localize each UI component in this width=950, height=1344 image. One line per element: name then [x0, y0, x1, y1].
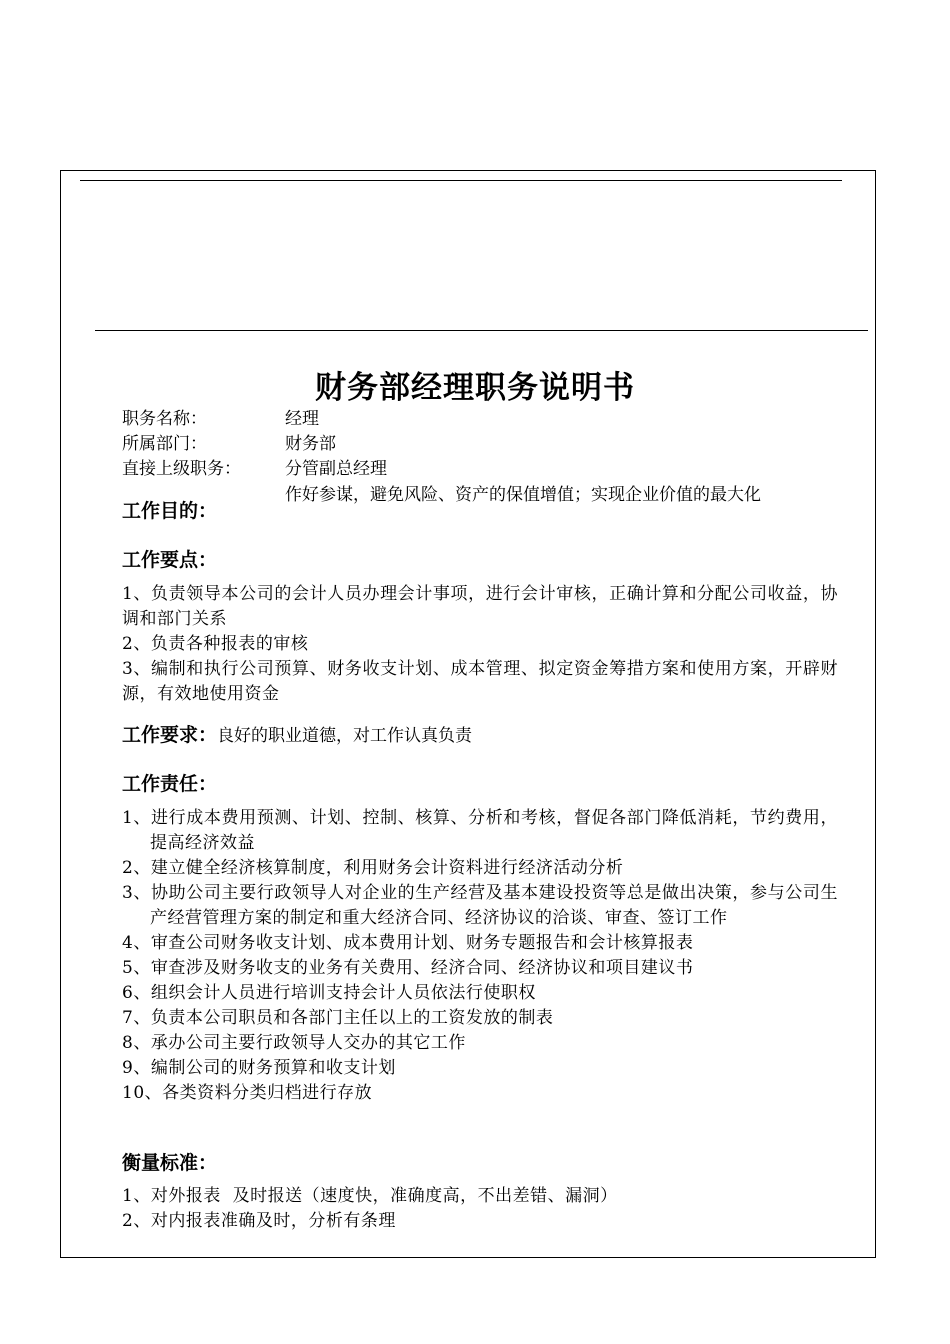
- list-item: 4、审查公司财务收支计划、成本费用计划、财务专题报告和会计核算报表: [122, 933, 694, 953]
- page-title: 财务部经理职务说明书: [315, 370, 635, 406]
- field-value: 经理: [285, 409, 319, 429]
- top-divider: [80, 180, 842, 181]
- list-item: 2、建立健全经济核算制度，利用财务会计资料进行经济活动分析: [122, 858, 624, 878]
- standards-list: [122, 1184, 838, 1234]
- list-item: 10、各类资料分类归档进行存放: [122, 1083, 373, 1103]
- list-item: 2、对内报表准确及时，分析有条理: [122, 1211, 396, 1231]
- list-item: 1、对外报表 及时报送（速度快，准确度高，不出差错、漏洞）: [122, 1186, 618, 1206]
- standards-heading: 衡量标准：: [122, 1152, 218, 1174]
- list-item: 5、审查涉及财务收支的业务有关费用、经济合同、经济协议和项目建议书: [122, 958, 694, 978]
- requirements-label: 工作要求：: [122, 724, 218, 746]
- purpose-heading: 工作目的：: [122, 500, 218, 522]
- field-label: 所属部门：: [122, 434, 207, 454]
- list-item: 2、负责各种报表的审核: [122, 634, 309, 654]
- list-item: 9、编制公司的财务预算和收支计划: [122, 1058, 396, 1078]
- list-item: 1、负责领导本公司的会计人员办理会计事项，进行会计审核，正确计算和分配公司收益，协调和部门关系: [122, 584, 838, 629]
- field-label: 职务名称：: [122, 409, 207, 429]
- field-value: 财务部: [285, 434, 336, 454]
- responsibilities-list: [122, 806, 838, 1106]
- list-item: 3、编制和执行公司预算、财务收支计划、成本管理、拟定资金筹措方案和使用方案，开辟财源，有效地使用资金: [122, 659, 838, 704]
- key-points-list: [122, 582, 838, 707]
- list-item: 1、进行成本费用预测、计划、控制、核算、分析和考核，督促各部门降低消耗，节约费用，提高经济效益: [122, 808, 838, 853]
- responsibilities-heading: 工作责任：: [122, 773, 218, 795]
- list-item: 7、负责本公司职员和各部门主任以上的工资发放的制表: [122, 1008, 554, 1028]
- list-item: 3、协助公司主要行政领导人对企业的生产经营及基本建设投资等总是做出决策，参与公司生产经营管理方案的制定和重大经济合同、经济协议的洽谈、审查、签订工作: [122, 883, 838, 928]
- field-label: 直接上级职务：: [122, 459, 241, 479]
- header-divider: [95, 330, 868, 331]
- requirements-value: 良好的职业道德，对工作认真负责: [217, 726, 473, 746]
- list-item: 6、组织会计人员进行培训支持会计人员依法行使职权: [122, 983, 536, 1003]
- purpose-text: 作好参谋，避免风险、资产的保值增值；实现企业价值的最大化: [285, 485, 761, 505]
- requirements-heading: [122, 720, 472, 747]
- list-item: 8、承办公司主要行政领导人交办的其它工作: [122, 1033, 466, 1053]
- field-value: 分管副总经理: [285, 459, 387, 479]
- key-points-heading: 工作要点：: [122, 549, 218, 571]
